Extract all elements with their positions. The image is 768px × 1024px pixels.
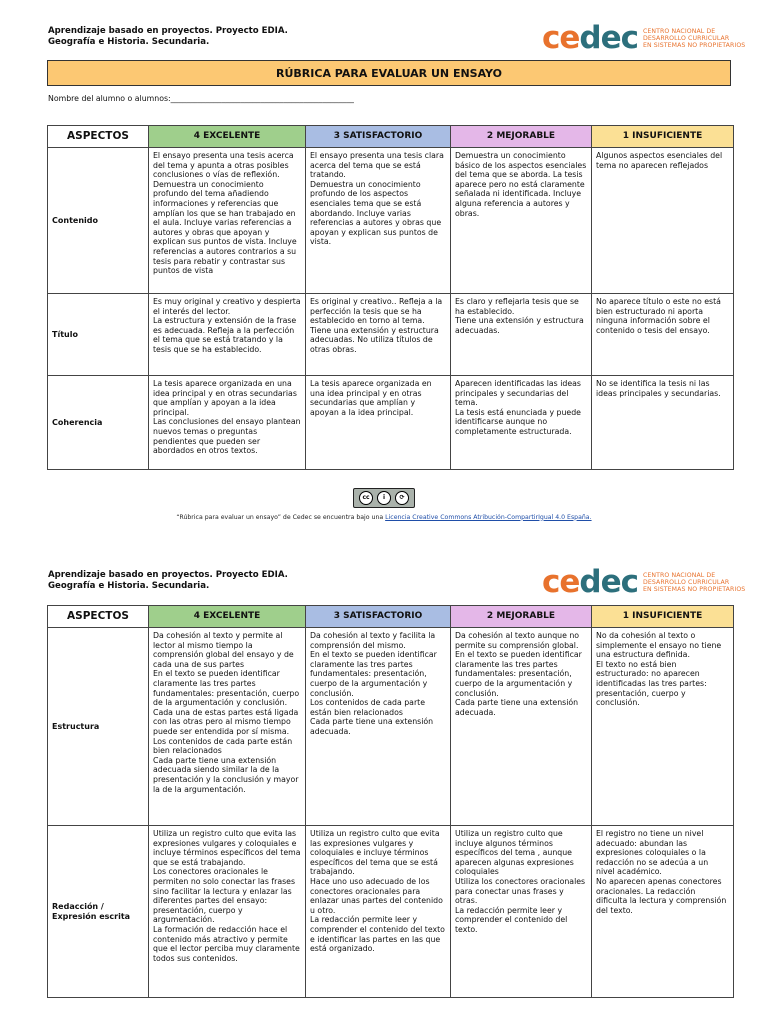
table-cell: La tesis aparece organizada en una idea principal y en otras secundarias que amplían y apoyan a la idea principal. Las conclusiones del ensayo plantean nuevos temas o preguntas pendientes que pueden ser abordados en otros textos. xyxy=(149,376,306,470)
license-link[interactable]: Licencia Creative Commons Atribución-CompartirIgual 4.0 España. xyxy=(385,513,592,521)
aspect-label: Título xyxy=(48,294,149,376)
table-row xyxy=(48,628,734,826)
table-cell: Es claro y reflejarla tesis que se ha establecido. Tiene una extensión y estructura adecuadas. xyxy=(451,294,592,376)
rubric-table-2 xyxy=(47,605,734,998)
table-cell: Demuestra un conocimiento básico de los aspectos esenciales del tema que se aborda. La tesis aparece pero no está claramente señalada ni identificada. Incluye alguna referencia a autores y obras. xyxy=(451,148,592,294)
student-name-field: Nombre del alumno o alumnos:_______________________________________________ xyxy=(48,94,354,103)
col-excelente: 4 EXCELENTE xyxy=(149,606,306,628)
header-text xyxy=(48,26,288,48)
table-cell: Aparecen identificadas las ideas principales y secundarias del tema. La tesis está enunciada y puede identificarse aunque no completamente estructurada. xyxy=(451,376,592,470)
table-cell: Utiliza un registro culto que evita las expresiones vulgares y coloquiales e incluye términos específicos del tema que se está trabajando. Los conectores oracionales le permiten no solo conectar las frases sino facilitar la lectura y enlazar las diferentes partes del ensayo: presentación, cuerpo y argumentación. La formación de redacción hace el contenido más atractivo y permite que el lector perciba muy claramente todos sus contenidos. xyxy=(149,826,306,998)
col-aspectos: ASPECTOS xyxy=(48,126,149,148)
col-aspectos: ASPECTOS xyxy=(48,606,149,628)
table-cell: No da cohesión al texto o simplemente el ensayo no tiene una estructura definida. El texto no está bien estructurado: no aparecen identificadas las tres partes: presentación, cuerpo y conclusión. xyxy=(592,628,734,826)
table-row xyxy=(48,148,734,294)
col-insuficiente: 1 INSUFICIENTE xyxy=(592,606,734,628)
header-subject: Geografía e Historia. Secundaria. xyxy=(48,37,210,47)
col-insuficiente: 1 INSUFICIENTE xyxy=(592,126,734,148)
aspect-label: Redacción / Expresión escrita xyxy=(48,826,149,998)
table-header-row xyxy=(48,126,734,148)
table-row xyxy=(48,826,734,998)
aspect-label: Estructura xyxy=(48,628,149,826)
col-excelente: 4 EXCELENTE xyxy=(149,126,306,148)
cedec-logo: cedec CENTRO NACIONAL DE DESARROLLO CURRICULAR EN SISTEMAS NO PROPIETARIOS xyxy=(542,564,746,600)
table-cell: No se identifica la tesis ni las ideas principales y secundarias. xyxy=(592,376,734,470)
rubric-table-1 xyxy=(47,125,734,470)
table-row xyxy=(48,294,734,376)
table-cell: Es muy original y creativo y despierta el interés del lector. La estructura y extensión de la frase es adecuada. Refleja a la perfección el tema que se está tratando y la tesis que se ha establecido. xyxy=(149,294,306,376)
table-cell: Algunos aspectos esenciales del tema no aparecen reflejados xyxy=(592,148,734,294)
header-project: Aprendizaje basado en proyectos. Proyecto EDIA. xyxy=(48,570,288,580)
col-mejorable: 2 MEJORABLE xyxy=(451,606,592,628)
col-satisfactorio: 3 SATISFACTORIO xyxy=(306,126,451,148)
table-cell: El ensayo presenta una tesis clara acerca del tema que se está tratando. Demuestra un conocimiento profundo de los aspectos esenciales tema que se está abordando. Incluye varias referencias a autores y obras que apoyan y explican sus puntos de vista. xyxy=(306,148,451,294)
table-cell: El registro no tiene un nivel adecuado: abundan las expresiones coloquiales o la redacción no se adecúa a un nivel académico. No aparecen apenas conectores oracionales. La redacción dificulta la lectura y comprensión del texto. xyxy=(592,826,734,998)
table-cell: Es original y creativo.. Refleja a la perfección la tesis que se ha establecido en torno al tema. Tiene una extensión y estructura adecuadas. No utiliza títulos de otras obras. xyxy=(306,294,451,376)
rubric-title: RÚBRICA PARA EVALUAR UN ENSAYO xyxy=(47,60,731,86)
aspect-label: Contenido xyxy=(48,148,149,294)
header-project: Aprendizaje basado en proyectos. Proyecto EDIA. xyxy=(48,26,288,36)
table-cell: Da cohesión al texto aunque no permite su comprensión global. En el texto se pueden identificar claramente las tres partes fundamentales: presentación, cuerpo de la argumentación y conclusión. Cada parte tiene una extensión adecuada. xyxy=(451,628,592,826)
table-cell: Utiliza un registro culto que incluye algunos términos específicos del tema , aunque aparecen algunas expresiones coloquiales Utiliza los conectores oracionales para conectar unas frases y otras. La redacción permite leer y comprender el contenido del texto. xyxy=(451,826,592,998)
header-subject: Geografía e Historia. Secundaria. xyxy=(48,581,210,591)
table-cell: El ensayo presenta una tesis acerca del tema y apunta a otras posibles conclusiones o vías de reflexión. Demuestra un conocimiento profundo del tema añadiendo informaciones y referencias que amplían los que se han trabajado en el aula. Incluye varias referencias a autores y obras que apoyan y explican sus puntos de vista. Incluye referencias a autores contrarios a su tesis para rebatir y contrastar sus puntos de vista xyxy=(149,148,306,294)
table-cell: Da cohesión al texto y permite al lector al mismo tiempo la comprensión global del ensayo y de cada una de sus partes En el texto se pueden identificar claramente las tres partes fundamentales: presentación, cuerpo de la argumentación y conclusión. Cada una de estas partes está ligada con las otras pero al mismo tiempo puede ser entendida por sí misma. Los contenidos de cada parte están bien relacionados Cada parte tiene una extensión adecuada siendo similar la de la presentación y la conclusión y mayor la de la argumentación. xyxy=(149,628,306,826)
header-text xyxy=(48,570,288,592)
cc-by-sa-badge-icon[interactable]: cc i ⟳ xyxy=(353,488,415,508)
aspect-label: Coherencia xyxy=(48,376,149,470)
col-mejorable: 2 MEJORABLE xyxy=(451,126,592,148)
license-text: “Rúbrica para evaluar un ensayo” de Cedec se encuentra bajo una xyxy=(176,513,386,521)
table-cell: La tesis aparece organizada en una idea principal y en otras secundarias que amplían y apoyan a la idea principal. xyxy=(306,376,451,470)
table-cell: Da cohesión al texto y facilita la comprensión del mismo. En el texto se pueden identificar claramente las tres partes fundamentales: presentación, cuerpo de la argumentación y conclusión. Los contenidos de cada parte están bien relacionados Cada parte tiene una extensión adecuada. xyxy=(306,628,451,826)
table-header-row xyxy=(48,606,734,628)
table-row xyxy=(48,376,734,470)
col-satisfactorio: 3 SATISFACTORIO xyxy=(306,606,451,628)
page-2 xyxy=(0,548,768,1024)
table-cell: Utiliza un registro culto que evita las expresiones vulgares y coloquiales e incluye términos específicos del tema que se está trabajando. Hace uno uso adecuado de los conectores oracionales para enlazar unas partes del contenido u otro. La redacción permite leer y comprender el contenido del texto e identificar las partes en las que está organizado. xyxy=(306,826,451,998)
table-cell: No aparece título o este no está bien estructurado ni aporta ninguna información sobre el contenido o tesis del ensayo. xyxy=(592,294,734,376)
license-block xyxy=(0,484,768,521)
cedec-logo: cedec CENTRO NACIONAL DE DESARROLLO CURRICULAR EN SISTEMAS NO PROPIETARIOS xyxy=(542,20,746,56)
